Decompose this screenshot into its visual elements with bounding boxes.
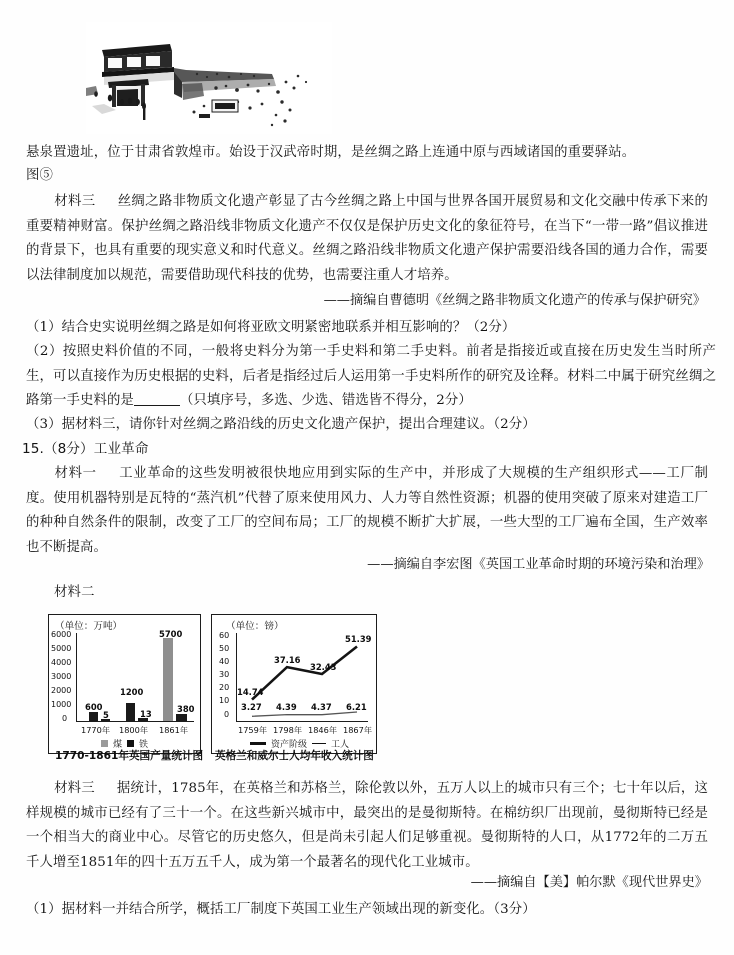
chart1-bar-coal-1800 <box>126 703 135 721</box>
chart2-value-bourgeois-2: 32.43 <box>310 662 337 672</box>
figure-description: 悬泉置遗址，位于甘肃省敦煌市。始设于汉武帝时期，是丝绸之路上连通中原与西域诸国的重要驿站。 <box>26 145 636 160</box>
q14-sub1: （1）结合史实说明丝绸之路是如何将亚欧文明紧密地联系并相互影响的？（2分） <box>26 320 516 335</box>
chart-england-wales-income <box>211 614 377 754</box>
chart1-ytick-5: 5000 <box>51 644 72 653</box>
chart1-ytick-6: 6000 <box>51 630 72 639</box>
q15-material3-text: 据统计，1785年，在英格兰和苏格兰，除伦敦以外，五万人以上的城市只有三个；七十年以后，这样规模的城市已经有了三十一个。在这些新兴城市中，最突出的是曼彻斯特。在棉纺织厂出现前，曼彻斯特已经是一个相当大的商业中心。尽管它的历史悠久，但是尚未引起人们足够重视。曼彻斯特的人口，从1772年的二万五千人增至1851年的四十五万五千人，成为第一个最著名的现代化工业城市。 <box>26 781 708 870</box>
chart2-ytick-2: 20 <box>219 683 230 692</box>
chart-britain-output <box>48 614 201 754</box>
q14-answer-blank[interactable] <box>134 393 180 406</box>
q15-material3-block <box>26 777 708 875</box>
chart2-value-bourgeois-3: 51.39 <box>345 634 372 644</box>
chart2-ytick-5: 50 <box>219 644 230 653</box>
chart2-value-bourgeois-0: 14.74 <box>237 687 264 697</box>
q14-material3-source: ——摘编自曹德明《丝绸之路非物质文化遗产的传承与保护研究》 <box>323 293 706 308</box>
chart2-unit-label: （单位：镑） <box>226 621 284 632</box>
chart1-caption: 1770-1861年英国产量统计图 <box>55 750 204 762</box>
chart2-ytick-3: 30 <box>219 670 230 679</box>
chart2-xtick-3: 1867年 <box>343 725 373 735</box>
chart1-xtick-2: 1861年 <box>159 725 189 735</box>
q15-material3-source: ——摘编自【美】帕尔默《现代世界史》 <box>470 875 708 890</box>
chart1-xtick-0: 1770年 <box>81 725 111 735</box>
chart2-xtick-0: 1759年 <box>238 725 268 735</box>
q15-material1-block <box>26 462 708 560</box>
chart1-y-axis <box>76 633 77 721</box>
chart2-legend-label-bourgeois: 资产阶级 <box>271 740 308 750</box>
q15-material1-source: ——摘编自李宏图《英国工业革命时期的环境污染和治理》 <box>367 557 710 572</box>
chart1-legend-label-iron: 铁 <box>139 740 149 750</box>
chart1-legend-swatch-iron <box>127 740 134 747</box>
chart1-ytick-4: 4000 <box>51 658 72 667</box>
q14-material3-text: 丝绸之路非物质文化遗产彰显了古今丝绸之路上中国与世界各国开展贸易和文化交融中传承下来的重要精神财富。保护丝绸之路沿线非物质文化遗产不仅仅是保护历史文化的象征符号，在当下“一带一路”倡议推进的背景下，也具有重要的现实意义和时代意义。丝绸之路沿线非物质文化遗产保护需要沿线各国的通力合作，需要以法律制度加以规范，需要借助现代科技的优势，也需要注重人才培养。 <box>26 194 708 283</box>
chart1-ytick-1: 1000 <box>51 700 72 709</box>
q15-sub1: （1）据材料一并结合所学，概括工厂制度下英国工业生产领域出现的新变化。（3分） <box>26 902 536 917</box>
chart1-ytick-2: 2000 <box>51 686 72 695</box>
q15-material1-label: 材料一 <box>54 466 97 481</box>
chart2-value-worker-3: 6.21 <box>346 702 367 712</box>
chart2-ytick-6: 60 <box>219 631 230 640</box>
chart1-value-iron-1770: 5 <box>103 710 109 720</box>
q14-sub2 <box>26 340 716 414</box>
figure-caption: 图⑤ <box>26 168 54 183</box>
chart1-ytick-3: 3000 <box>51 672 72 681</box>
chart2-value-worker-0: 3.27 <box>241 702 262 712</box>
q14-sub2-text-a: （2）按照史料价值的不同，一般将史料分为第一手史料和第二手史料。前者是指接近或直接在历史发生当时所产生，可以直接作为历史根据的史料，后者是指经过后人运用第一手史料所作的研究及诠释。材料二中属于研究丝绸之路第一手史料的是 <box>26 344 716 408</box>
q15-material2-label: 材料二 <box>54 585 95 600</box>
chart1-xtick-1: 1800年 <box>119 725 149 735</box>
chart2-ytick-0: 0 <box>224 710 230 719</box>
chart1-ytick-0: 0 <box>62 714 68 723</box>
chart2-legend-swatch-worker <box>312 743 326 744</box>
chart1-value-coal-1770: 600 <box>85 702 103 712</box>
chart1-unit-label: （单位：万吨） <box>55 621 123 632</box>
chart1-value-iron-1800: 13 <box>140 709 152 719</box>
chart2-value-bourgeois-1: 37.16 <box>274 655 301 665</box>
chart2-ytick-4: 40 <box>219 657 230 666</box>
q15-material1-text: 工业革命的这些发明被很快地应用到实际的生产中，并形成了大规模的生产组织形式——工厂制度。使用机器特别是瓦特的“蒸汽机”代替了原来使用风力、人力等自然性资源；机器的使用突破了原来对建造工厂的种种自然条件的限制，改变了工厂的空间布局；工厂的规模不断扩大扩展，一些大型的工厂遍布全国，生产效率也不断提高。 <box>26 466 708 555</box>
chart2-legend-swatch-bourgeois <box>250 742 266 745</box>
q14-material3-block <box>26 190 708 288</box>
chart1-bar-coal-1770 <box>89 712 98 721</box>
chart1-legend-swatch-coal <box>101 740 108 747</box>
chart2-xtick-2: 1846年 <box>308 725 338 735</box>
xuanquanzhi-ruins-photo <box>86 22 332 134</box>
q14-sub3: （3）据材料三，请你针对丝绸之路沿线的历史文化遗产保护，提出合理建议。（2分） <box>26 417 536 432</box>
chart1-legend-label-coal: 煤 <box>113 740 123 750</box>
chart1-bar-coal-1861 <box>163 638 173 721</box>
chart2-ytick-1: 10 <box>219 696 230 705</box>
q14-material3-label: 材料三 <box>54 194 96 209</box>
chart1-value-coal-1800: 1200 <box>120 687 144 697</box>
chart2-xtick-1: 1798年 <box>273 725 303 735</box>
chart2-value-worker-1: 4.39 <box>276 702 297 712</box>
chart2-value-worker-2: 4.37 <box>311 702 332 712</box>
chart2-caption: 英格兰和威尔士人均年收入统计图 <box>215 750 374 762</box>
chart1-bar-iron-1861 <box>176 714 187 721</box>
chart1-value-coal-1861: 5700 <box>159 629 183 639</box>
chart2-legend-label-worker: 工人 <box>331 740 350 750</box>
chart1-value-iron-1861: 380 <box>177 704 195 714</box>
q15-heading: 15.（8分）工业革命 <box>22 441 149 457</box>
q14-sub2-text-b: （只填序号，多选、少选、错选皆不得分，2分） <box>179 393 472 408</box>
chart1-x-axis <box>76 721 194 722</box>
q15-material3-label: 材料三 <box>54 781 95 796</box>
